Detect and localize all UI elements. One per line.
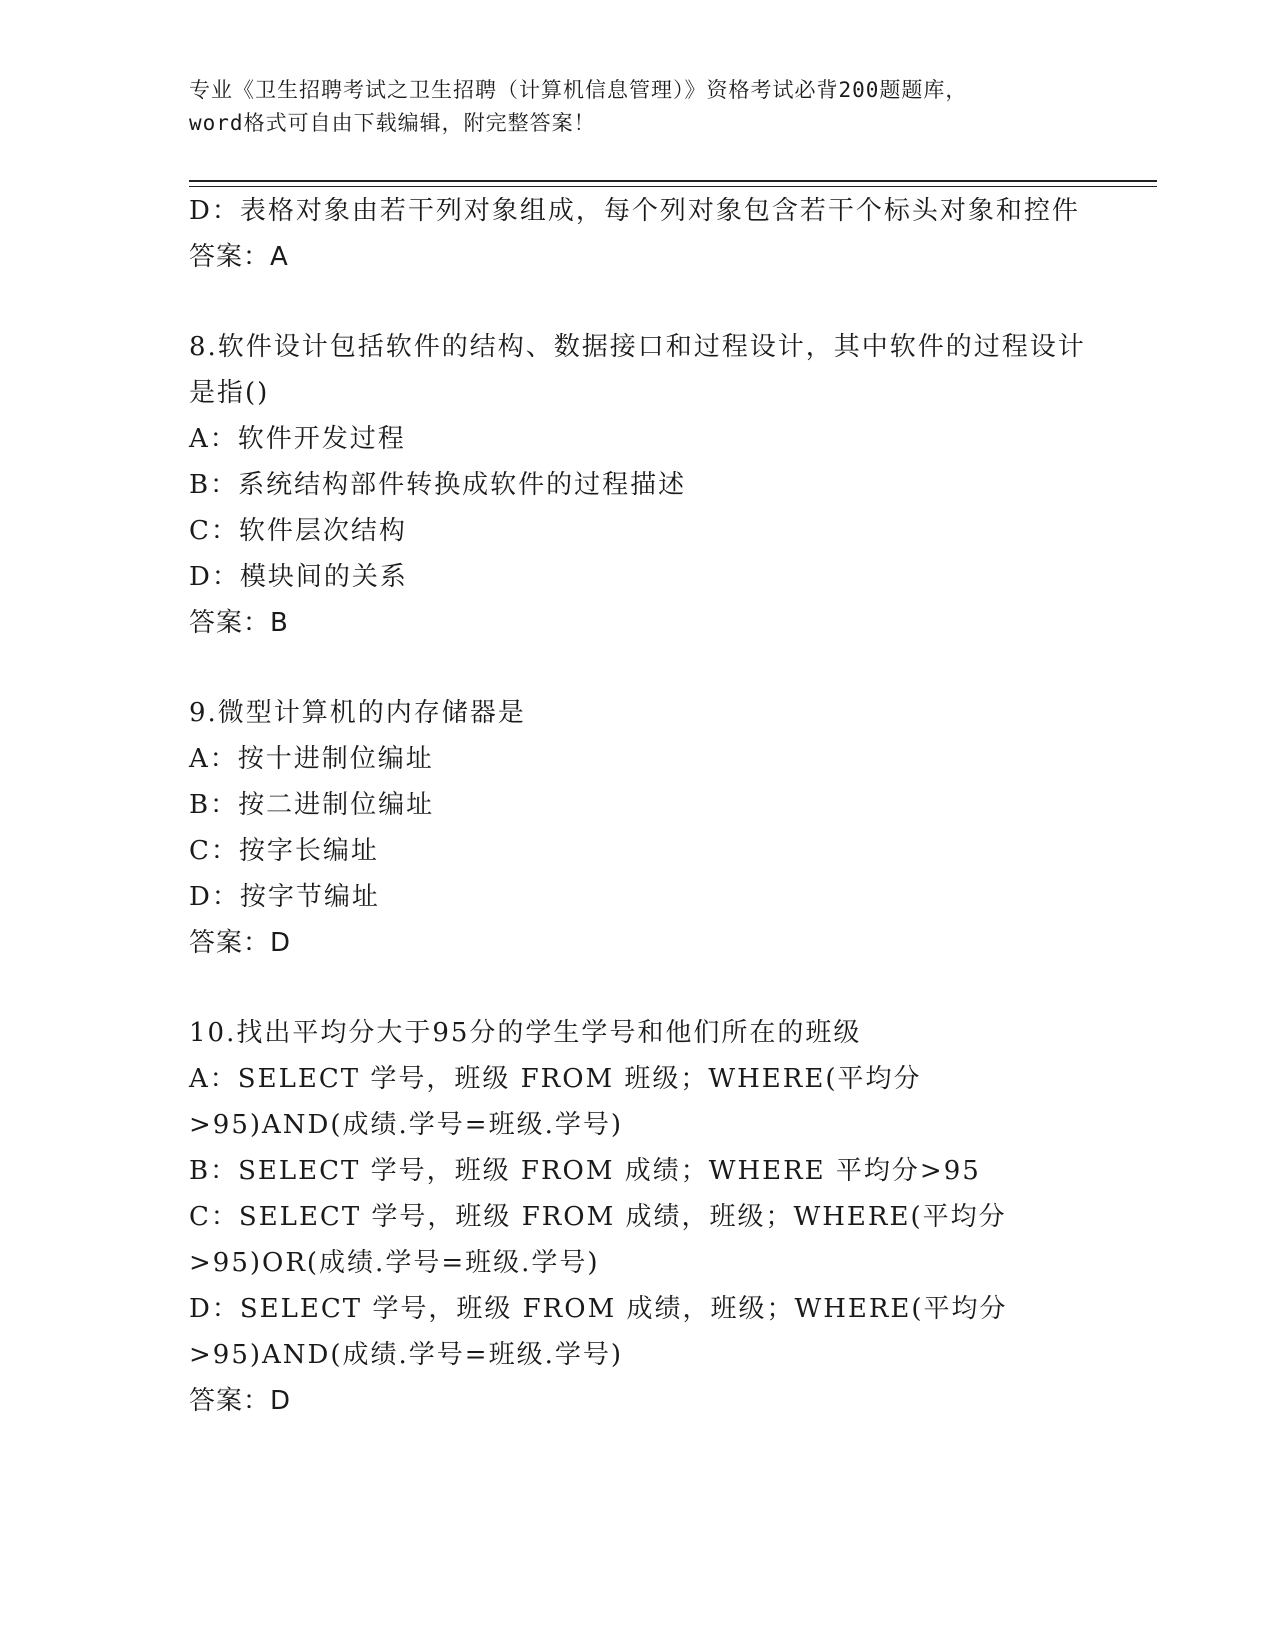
option-c: C：SELECT 学号，班级 FROM 成绩，班级；WHERE(平均分>95)OR(成绩.学号=班级.学号) — [189, 1202, 1007, 1278]
option-b: B：按二进制位编址 — [189, 790, 435, 820]
question-10 — [189, 1010, 1089, 1424]
header-divider-thick — [189, 180, 1157, 182]
answer-line: 答案：D — [189, 928, 292, 958]
option-d: D：模块间的关系 — [189, 562, 408, 592]
option-a: A：软件开发过程 — [189, 424, 406, 454]
question-7-tail — [189, 188, 1089, 280]
option-d: D：SELECT 学号，班级 FROM 成绩，班级；WHERE(平均分>95)AND(成绩.学号=班级.学号) — [189, 1294, 1008, 1370]
option-c: C：软件层次结构 — [189, 516, 407, 546]
option-a: A：按十进制位编址 — [189, 744, 434, 774]
option-b: B：系统结构部件转换成软件的过程描述 — [189, 470, 687, 500]
document-header — [189, 74, 1089, 140]
option-d: D：表格对象由若干列对象组成，每个列对象包含若干个标头对象和控件 — [189, 196, 1080, 226]
question-8 — [189, 324, 1089, 646]
question-stem: 9.微型计算机的内存储器是 — [189, 698, 526, 728]
option-d: D：按字节编址 — [189, 882, 380, 912]
option-b: B：SELECT 学号，班级 FROM 成绩；WHERE 平均分>95 — [189, 1156, 981, 1186]
header-divider-thin — [189, 186, 1157, 187]
answer-line: 答案：A — [189, 242, 289, 272]
header-title-line-1: 专业《卫生招聘考试之卫生招聘（计算机信息管理）》资格考试必背200题题库， — [189, 78, 968, 102]
option-a: A：SELECT 学号，班级 FROM 班级；WHERE(平均分>95)AND(成绩.学号=班级.学号) — [189, 1064, 922, 1140]
question-stem: 10.找出平均分大于95分的学生学号和他们所在的班级 — [189, 1018, 862, 1048]
header-title-line-2: word格式可自由下载编辑，附完整答案！ — [189, 111, 596, 135]
answer-line: 答案：B — [189, 608, 289, 638]
answer-line: 答案：D — [189, 1386, 292, 1416]
document-body — [189, 188, 1089, 1424]
option-c: C：按字长编址 — [189, 836, 379, 866]
question-9 — [189, 690, 1089, 966]
question-stem: 8.软件设计包括软件的结构、数据接口和过程设计，其中软件的过程设计是指() — [189, 332, 1086, 408]
